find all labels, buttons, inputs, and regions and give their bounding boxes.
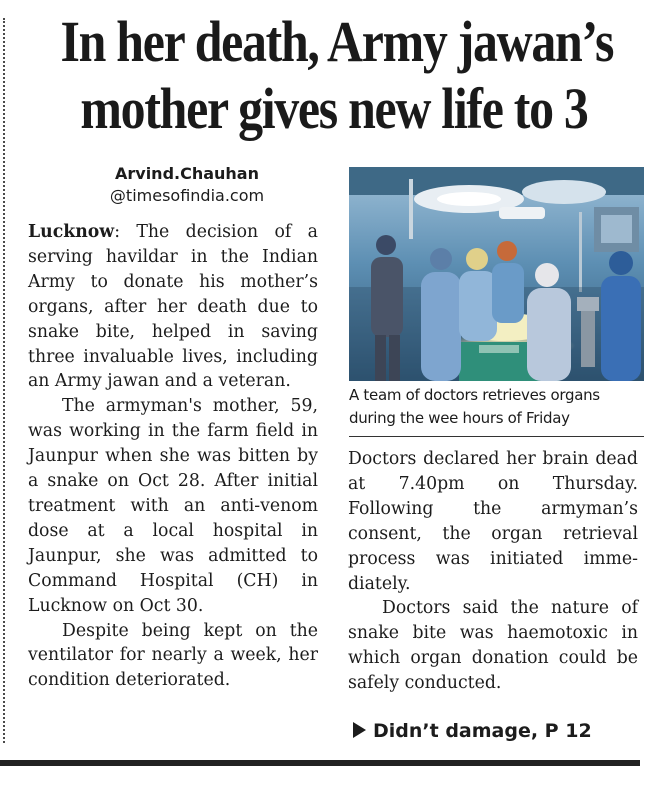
article-paragraph-1 [28, 220, 318, 394]
column-divider-dotted [3, 18, 5, 743]
article-paragraph-2: The armyman's mother, 59, was working in the farm field in Jaunpur when she was bitten by a snake on Oct 28. After initial treatment with an anti-venom dose at a local hospital in Jaunpur, she was admitted to Command Hospital (CH) in Lucknow on Oct 30. [28, 396, 318, 616]
triangle-arrow-icon [353, 722, 366, 738]
continuation-jump-label: Didn’t damage, P 12 [373, 720, 592, 742]
headline-line-1: In her death, Army jawan’s [60, 9, 614, 74]
caption-divider [349, 436, 644, 437]
photo-caption-line-1: A team of doctors retrieves organs [349, 386, 600, 404]
headline-line-2: mother gives new life to 3 [80, 76, 588, 141]
article-column-2 [348, 447, 638, 696]
dateline: Lucknow [28, 222, 115, 242]
continuation-jump-link[interactable] [353, 718, 592, 744]
article-paragraph-4: Doctors said the nature of snake bite was haemotoxic in which organ donation could be safely conducted. [348, 598, 638, 694]
byline-source: @timesofindia.com [109, 186, 265, 205]
bottom-rule [0, 760, 640, 766]
byline-author: Arvind.Chauhan [114, 164, 259, 183]
headline [60, 8, 614, 142]
article-paragraph-3-continued: Doctors declared her brain dead at 7.40pm on Thursday. Following the armyman’s consent, the organ retrieval process was initiated immediately. [348, 449, 638, 594]
article-column-1 [28, 220, 318, 693]
photo-caption-line-2: during the wee hours of Friday [349, 409, 570, 427]
photo-caption [349, 384, 649, 430]
byline [82, 163, 292, 207]
surgery-photo [349, 167, 644, 381]
article-paragraph-3-start: Despite being kept on the ventilator for nearly a week, her condition deteriorated. [28, 620, 318, 691]
paragraph-1-text: : The decision of a serving havildar in the Indian Army to donate his mother’s organs, after her death due to snake bite, helped in saving three invaluable lives, including an Army jawan and a veteran. [28, 222, 318, 392]
